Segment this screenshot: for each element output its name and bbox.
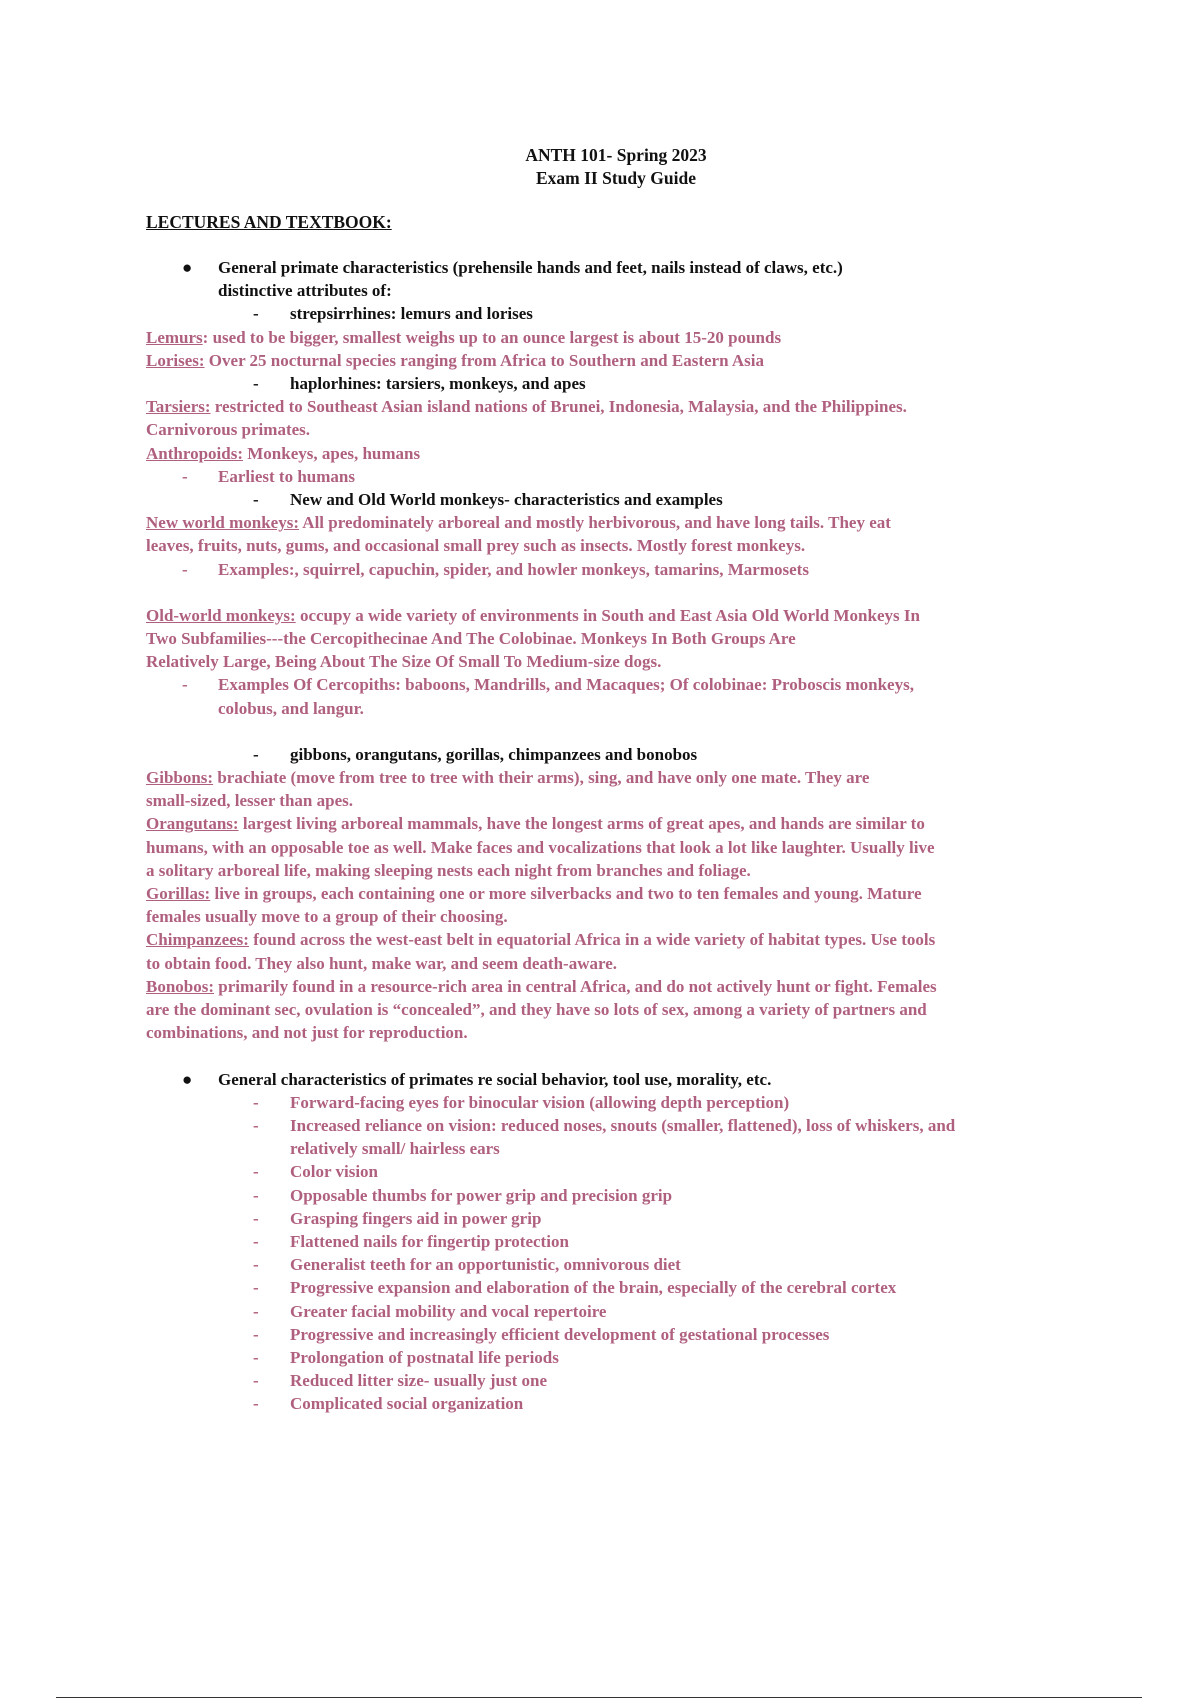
- note-orangutans-cont: a solitary arboreal life, making sleeping nests each night from branches and foliage.: [146, 860, 751, 880]
- trait-item: [146, 1369, 1086, 1392]
- note-text: occupy a wide variety of environments in South and East Asia Old World Monkeys In: [295, 605, 920, 625]
- trait-text: Prolongation of postnatal life periods: [290, 1347, 559, 1367]
- note-bonobos-cont: combinations, and not just for reproduction.: [146, 1023, 468, 1043]
- note-lorises: [146, 349, 1086, 372]
- sub-text: Examples Of Cercopiths: baboons, Mandrills, and Macaques; Of colobinae: Proboscis monkeys,: [218, 675, 914, 695]
- trait-item: [146, 1392, 1086, 1415]
- note-old-world: [146, 604, 1086, 627]
- trait-item: [146, 1323, 1086, 1346]
- sub-text: gibbons, orangutans, gorillas, chimpanzees and bonobos: [290, 744, 698, 764]
- dash-icon: -: [253, 1231, 259, 1251]
- trait-item: [146, 1253, 1086, 1276]
- sub-text: Earliest to humans: [218, 466, 355, 486]
- trait-text: Increased reliance on vision: reduced noses, snouts (smaller, flattened), loss of whiskers, and: [290, 1115, 956, 1135]
- dash-icon: -: [253, 1092, 259, 1112]
- note-tarsiers: [146, 395, 1086, 418]
- bullet-icon: ●: [182, 258, 193, 277]
- note-new-world-cont: leaves, fruits, nuts, gums, and occasional small prey such as insects. Mostly forest monkeys.: [146, 536, 806, 556]
- trait-text: Grasping fingers aid in power grip: [290, 1208, 542, 1228]
- document-page: [146, 144, 1086, 1416]
- note-old-world-cont: Relatively Large, Being About The Size Of Small To Medium-size dogs.: [146, 652, 662, 672]
- trait-item: [146, 1230, 1086, 1253]
- trait-item: [146, 1091, 1086, 1114]
- note-text: largest living arboreal mammals, have the longest arms of great apes, and hands are similar to: [238, 814, 925, 834]
- trait-text: Opposable thumbs for power grip and precision grip: [290, 1185, 673, 1205]
- dash-icon: -: [253, 1371, 259, 1391]
- bullet-text: General characteristics of primates re social behavior, tool use, morality, etc.: [218, 1069, 772, 1089]
- note-anthropoids-sub: [146, 465, 1086, 488]
- dash-icon: -: [253, 1347, 259, 1367]
- term-bonobos: Bonobos:: [146, 976, 215, 996]
- dash-icon: -: [253, 304, 259, 324]
- title-line-1: ANTH 101- Spring 2023: [525, 145, 707, 165]
- note-new-world: [146, 511, 1086, 534]
- dash-icon: -: [253, 1208, 259, 1228]
- note-text: restricted to Southeast Asian island nations of Brunei, Indonesia, Malaysia, and the Philippines.: [210, 397, 907, 417]
- dash-icon: -: [253, 744, 259, 764]
- traits-list: [146, 1091, 1086, 1416]
- term-gorillas: Gorillas:: [146, 884, 211, 904]
- trait-text: Flattened nails for fingertip protection: [290, 1231, 569, 1251]
- page-bottom-rule: [56, 1697, 1142, 1698]
- note-text: : used to be bigger, smallest weighs up to an ounce largest is about 15-20 pounds: [202, 327, 782, 347]
- trait-text: Color vision: [290, 1162, 379, 1182]
- trait-text: Generalist teeth for an opportunistic, omnivorous diet: [290, 1255, 681, 1275]
- dash-icon: -: [253, 1115, 259, 1135]
- section-heading: LECTURES AND TEXTBOOK:: [146, 212, 392, 232]
- sub-apes: [146, 743, 1086, 766]
- dash-icon: -: [253, 1301, 259, 1321]
- trait-text: Forward-facing eyes for binocular vision (allowing depth perception): [290, 1092, 790, 1112]
- sub-text: New and Old World monkeys- characteristics and examples: [290, 490, 723, 510]
- note-text: primarily found in a resource-rich area in central Africa, and do not actively hunt or fight. Females: [214, 976, 937, 996]
- term-orangutans: Orangutans:: [146, 814, 239, 834]
- note-gorillas-cont: females usually move to a group of their choosing.: [146, 907, 508, 927]
- trait-item: [146, 1160, 1086, 1183]
- note-old-world-sub-cont: colobus, and langur.: [218, 698, 364, 718]
- bullet-general-characteristics: [146, 256, 1086, 279]
- note-tarsiers-cont: Carnivorous primates.: [146, 420, 311, 440]
- note-lemurs: [146, 326, 1086, 349]
- sub-text: haplorhines: tarsiers, monkeys, and apes: [290, 374, 586, 394]
- sub-haplorhines: [146, 372, 1086, 395]
- sub-monkeys: [146, 488, 1086, 511]
- note-text: Over 25 nocturnal species ranging from Africa to Southern and Eastern Asia: [204, 350, 764, 370]
- trait-text: Complicated social organization: [290, 1394, 524, 1414]
- note-gorillas: [146, 882, 1086, 905]
- term-lorises: Lorises:: [146, 350, 205, 370]
- term-gibbons: Gibbons:: [146, 768, 214, 788]
- note-orangutans: [146, 812, 1086, 835]
- trait-text: Progressive and increasingly efficient development of gestational processes: [290, 1324, 830, 1344]
- note-text: brachiate (move from tree to tree with their arms), sing, and have only one mate. They are: [213, 768, 870, 788]
- dash-icon: -: [253, 1394, 259, 1414]
- note-anthropoids: [146, 442, 1086, 465]
- dash-icon: -: [253, 374, 259, 394]
- term-chimpanzees: Chimpanzees:: [146, 930, 249, 950]
- note-bonobos: [146, 975, 1086, 998]
- trait-text: Greater facial mobility and vocal repertoire: [290, 1301, 607, 1321]
- note-old-world-sub: [146, 673, 1086, 696]
- note-gibbons-cont: small-sized, lesser than apes.: [146, 791, 353, 811]
- note-bonobos-cont: are the dominant sec, ovulation is “concealed”, and they have so lots of sex, among a variety of partners and: [146, 1000, 927, 1020]
- note-gibbons: [146, 766, 1086, 789]
- dash-icon: -: [253, 1278, 259, 1298]
- note-text: live in groups, each containing one or more silverbacks and two to ten females and young. Mature: [210, 884, 922, 904]
- note-old-world-cont: Two Subfamilies---the Cercopithecinae And The Colobinae. Monkeys In Both Groups Are: [146, 629, 796, 649]
- trait-text: Progressive expansion and elaboration of the brain, especially of the cerebral cortex: [290, 1278, 897, 1298]
- note-orangutans-cont: humans, with an opposable toe as well. Make faces and vocalizations that look a lot like laughter. Usually live: [146, 837, 935, 857]
- doc-title: [146, 144, 1086, 190]
- term-lemurs: Lemurs: [146, 327, 203, 347]
- trait-item: [146, 1346, 1086, 1369]
- trait-item: [146, 1184, 1086, 1207]
- dash-icon: -: [253, 1324, 259, 1344]
- bullet-text: General primate characteristics (prehensile hands and feet, nails instead of claws, etc.): [218, 258, 843, 277]
- bullet-text-cont: distinctive attributes of:: [218, 281, 392, 301]
- note-new-world-sub: [146, 558, 1086, 581]
- trait-item: [146, 1276, 1086, 1299]
- note-chimpanzees: [146, 928, 1086, 951]
- note-text: All predominately arboreal and mostly herbivorous, and have long tails. They eat: [299, 513, 891, 533]
- sub-text: Examples:, squirrel, capuchin, spider, and howler monkeys, tamarins, Marmosets: [218, 559, 809, 579]
- sub-text: strepsirrhines: lemurs and lorises: [290, 304, 533, 324]
- bullet-social-behavior: [146, 1068, 1086, 1091]
- term-old-world: Old-world monkeys:: [146, 605, 296, 625]
- note-text: Monkeys, apes, humans: [243, 443, 421, 463]
- dash-icon: -: [182, 466, 188, 486]
- note-chimpanzees-cont: to obtain food. They also hunt, make war, and seem death-aware.: [146, 953, 618, 973]
- dash-icon: -: [182, 559, 188, 579]
- trait-text: Reduced litter size- usually just one: [290, 1371, 548, 1391]
- note-text: found across the west-east belt in equatorial Africa in a wide variety of habitat types. Use tools: [248, 930, 936, 950]
- dash-icon: -: [253, 1255, 259, 1275]
- dash-icon: -: [253, 490, 259, 510]
- trait-item: [146, 1300, 1086, 1323]
- sub-strepsirrhines: [146, 302, 1086, 325]
- term-anthropoids: Anthropoids:: [146, 443, 243, 463]
- trait-item-cont: relatively small/ hairless ears: [290, 1139, 500, 1159]
- trait-item: [146, 1207, 1086, 1230]
- dash-icon: -: [253, 1185, 259, 1205]
- term-new-world: New world monkeys:: [146, 513, 299, 533]
- trait-item: [146, 1114, 1086, 1137]
- dash-icon: -: [182, 675, 188, 695]
- title-line-2: Exam II Study Guide: [536, 168, 696, 188]
- bullet-icon: ●: [182, 1069, 193, 1089]
- term-tarsiers: Tarsiers:: [146, 397, 211, 417]
- dash-icon: -: [253, 1162, 259, 1182]
